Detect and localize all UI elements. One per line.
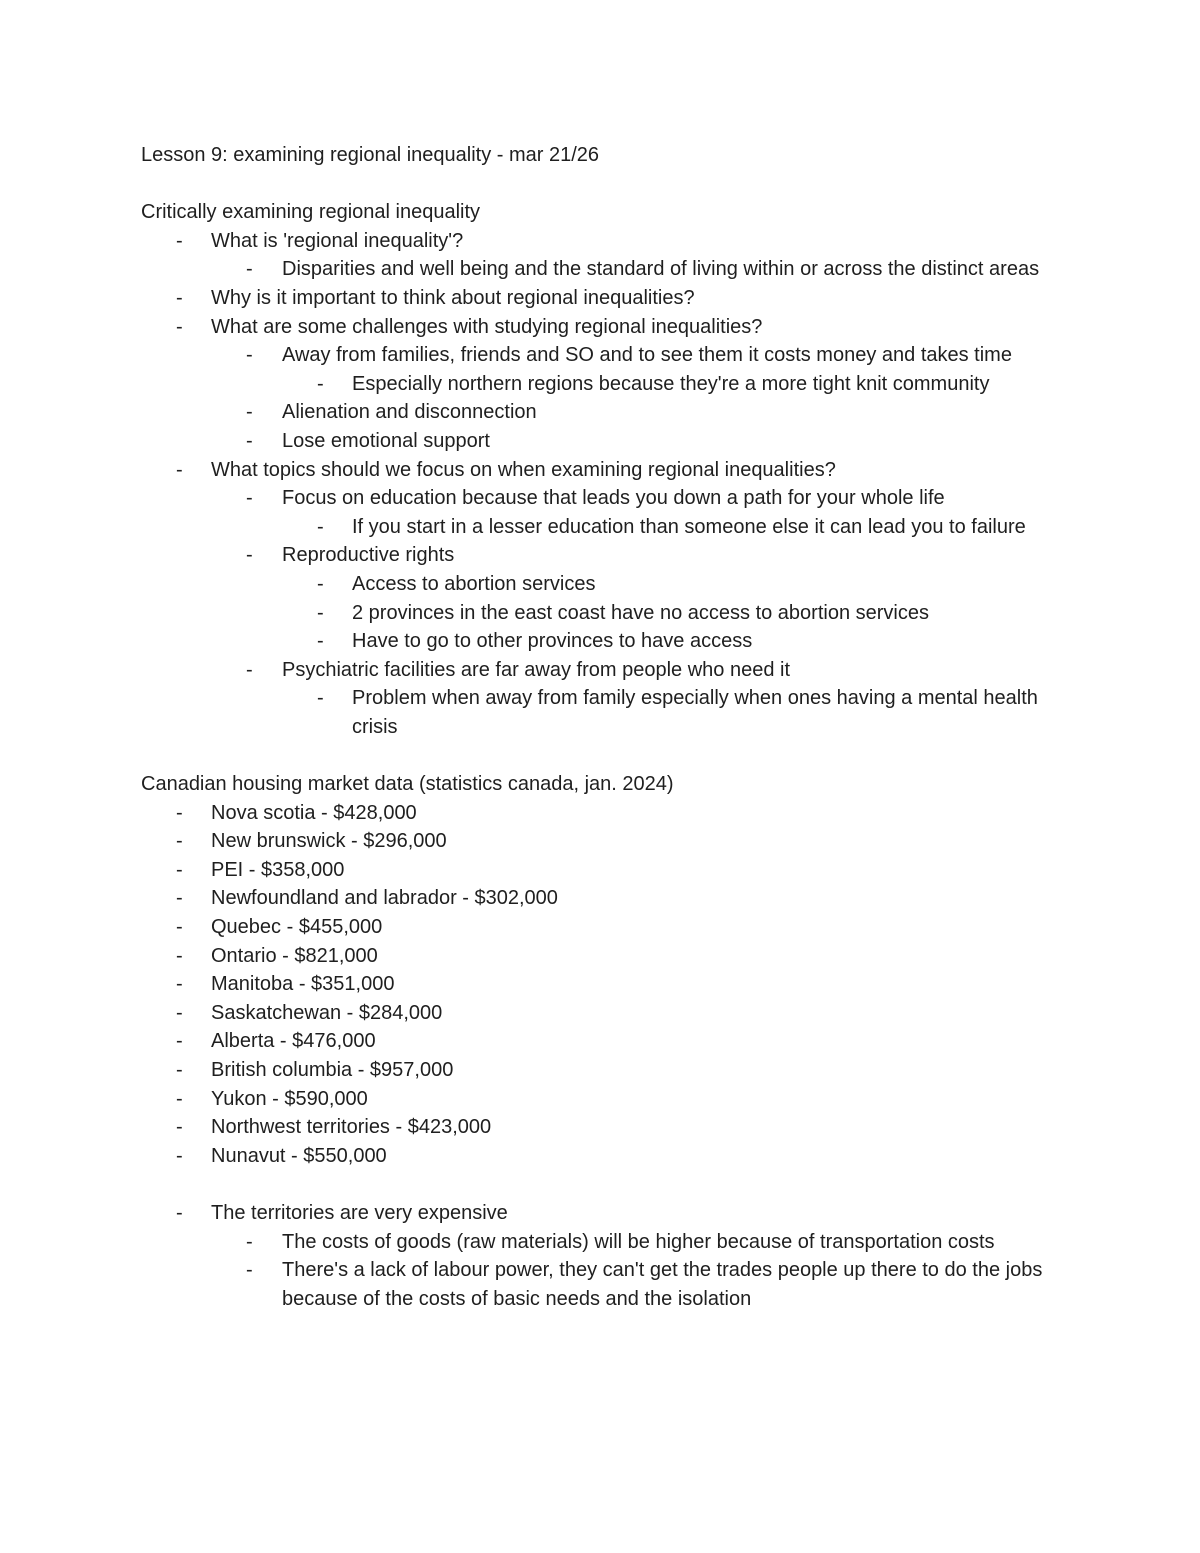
bullet-text: Ontario - $821,000 — [211, 944, 378, 967]
housing-price-item — [141, 1085, 1061, 1114]
bullet-text: Alienation and disconnection — [282, 401, 537, 424]
bullet-item — [141, 1228, 1061, 1257]
dash-bullet: - — [176, 916, 183, 939]
bullet-list — [141, 370, 1061, 399]
bullet-list — [141, 341, 1061, 370]
bullet-text: 2 provinces in the east coast have no access to abortion services — [352, 601, 929, 624]
dash-bullet: - — [317, 687, 324, 710]
section-heading-housing-market: Canadian housing market data (statistics canada, jan. 2024) — [141, 773, 674, 796]
housing-price-item — [141, 942, 1061, 971]
bullet-list — [141, 484, 1061, 513]
bullet-text: PEI - $358,000 — [211, 858, 345, 881]
dash-bullet: - — [317, 372, 324, 395]
dash-bullet: - — [176, 315, 183, 338]
dash-bullet: - — [176, 973, 183, 996]
bullet-list — [141, 656, 1061, 685]
dash-bullet: - — [176, 286, 183, 309]
bullet-text: The costs of goods (raw materials) will be higher because of transportation costs — [282, 1230, 995, 1253]
dash-bullet: - — [176, 1030, 183, 1053]
dash-bullet: - — [176, 858, 183, 881]
housing-price-item — [141, 1142, 1061, 1171]
bullet-item — [141, 1256, 1061, 1313]
blank-line — [141, 170, 1061, 199]
bullet-item — [141, 456, 1061, 485]
bullet-item — [141, 684, 1061, 741]
dash-bullet: - — [246, 544, 253, 567]
document-body — [141, 141, 1061, 1313]
bullet-text: Saskatchewan - $284,000 — [211, 1001, 443, 1024]
housing-price-item — [141, 856, 1061, 885]
bullet-item — [141, 284, 1061, 313]
dash-bullet: - — [176, 1087, 183, 1110]
bullet-text: Psychiatric facilities are far away from people who need it — [282, 658, 791, 681]
bullet-list — [141, 570, 1061, 656]
bullet-item — [141, 398, 1061, 427]
bullet-list — [141, 513, 1061, 542]
blank-line — [141, 1170, 1061, 1199]
dash-bullet: - — [176, 1201, 183, 1224]
housing-price-item — [141, 913, 1061, 942]
bullet-list — [141, 684, 1061, 741]
bullet-item — [141, 541, 1061, 570]
housing-price-list — [141, 799, 1061, 1171]
dash-bullet: - — [176, 830, 183, 853]
dash-bullet: - — [176, 1059, 183, 1081]
bullet-text: If you start in a lesser education than someone else it can lead you to failure — [352, 515, 1026, 538]
bullet-list — [141, 227, 1061, 256]
bullet-text: Yukon - $590,000 — [211, 1087, 368, 1110]
bullet-list — [141, 1199, 1061, 1228]
bullet-list — [141, 398, 1061, 455]
bullet-item — [141, 370, 1061, 399]
bullet-item — [141, 1199, 1061, 1228]
bullet-item — [141, 484, 1061, 513]
bullet-text: Northwest territories - $423,000 — [211, 1116, 492, 1139]
bullet-list — [141, 284, 1061, 341]
bullet-text: Why is it important to think about regional inequalities? — [211, 286, 695, 309]
dash-bullet: - — [246, 344, 253, 367]
bullet-list — [141, 1228, 1061, 1314]
bullet-text: Lose emotional support — [282, 429, 490, 452]
dash-bullet: - — [317, 630, 324, 653]
bullet-item — [141, 656, 1061, 685]
housing-price-item — [141, 884, 1061, 913]
lesson-title: Lesson 9: examining regional inequality - mar 21/26 — [141, 144, 600, 166]
dash-bullet: - — [176, 458, 183, 481]
dash-bullet: - — [246, 401, 253, 424]
housing-price-item — [141, 999, 1061, 1028]
bullet-text: Have to go to other provinces to have access — [352, 630, 753, 653]
bullet-text: Especially northern regions because they're a more tight knit community — [352, 372, 990, 395]
bullet-list — [141, 255, 1061, 284]
housing-price-item — [141, 1113, 1061, 1142]
dash-bullet: - — [176, 1001, 183, 1024]
bullet-item — [141, 513, 1061, 542]
housing-price-item — [141, 970, 1061, 999]
bullet-text: What topics should we focus on when examining regional inequalities? — [211, 458, 836, 481]
bullet-text: What is 'regional inequality'? — [211, 229, 464, 252]
bullet-item — [141, 313, 1061, 342]
bullet-text: Focus on education because that leads you down a path for your whole life — [282, 487, 945, 510]
dash-bullet: - — [317, 601, 324, 624]
dash-bullet: - — [176, 229, 183, 252]
bullet-text: Reproductive rights — [282, 544, 455, 567]
dash-bullet: - — [176, 944, 183, 967]
dash-bullet: - — [176, 1116, 183, 1139]
bullet-item — [141, 427, 1061, 456]
housing-price-item — [141, 827, 1061, 856]
dash-bullet: - — [317, 572, 324, 595]
dash-bullet: - — [246, 258, 253, 281]
bullet-text: Nunavut - $550,000 — [211, 1144, 387, 1167]
bullet-item — [141, 255, 1061, 284]
bullet-text: Away from families, friends and SO and to see them it costs money and takes time — [282, 344, 1012, 367]
bullet-text: Quebec - $455,000 — [211, 916, 383, 939]
bullet-item — [141, 227, 1061, 256]
housing-price-item — [141, 799, 1061, 828]
bullet-text: There's a lack of labour power, they can't get the trades people up there to do the jobs because of the costs of basic needs and the isolation — [282, 1259, 1043, 1310]
dash-bullet: - — [246, 429, 253, 452]
dash-bullet: - — [176, 1144, 183, 1167]
bullet-text: Disparities and well being and the standard of living within or across the distinct areas — [282, 258, 1040, 281]
bullet-list — [141, 456, 1061, 485]
bullet-text: Newfoundland and labrador - $302,000 — [211, 887, 558, 910]
dash-bullet: - — [176, 801, 183, 824]
dash-bullet: - — [317, 515, 324, 538]
bullet-text: Access to abortion services — [352, 572, 596, 595]
bullet-text: Alberta - $476,000 — [211, 1030, 376, 1053]
bullet-text: New brunswick - $296,000 — [211, 830, 447, 853]
bullet-item — [141, 599, 1061, 628]
bullet-text: British columbia - $957,000 — [211, 1059, 454, 1081]
dash-bullet: - — [246, 487, 253, 510]
bullet-text: Problem when away from family especially when ones having a mental health crisis — [352, 687, 1038, 738]
bullet-item — [141, 570, 1061, 599]
bullet-item — [141, 341, 1061, 370]
housing-price-item — [141, 1056, 1061, 1085]
bullet-text: Nova scotia - $428,000 — [211, 801, 417, 824]
blank-line — [141, 741, 1061, 770]
dash-bullet: - — [246, 1230, 253, 1253]
dash-bullet: - — [176, 887, 183, 910]
bullet-list — [141, 541, 1061, 570]
dash-bullet: - — [246, 1259, 253, 1282]
section-heading-regional-inequality: Critically examining regional inequality — [141, 201, 481, 224]
dash-bullet: - — [246, 658, 253, 681]
housing-price-item — [141, 1027, 1061, 1056]
bullet-text: The territories are very expensive — [211, 1201, 508, 1224]
bullet-text: Manitoba - $351,000 — [211, 973, 395, 996]
bullet-text: What are some challenges with studying regional inequalities? — [211, 315, 763, 338]
bullet-item — [141, 627, 1061, 656]
